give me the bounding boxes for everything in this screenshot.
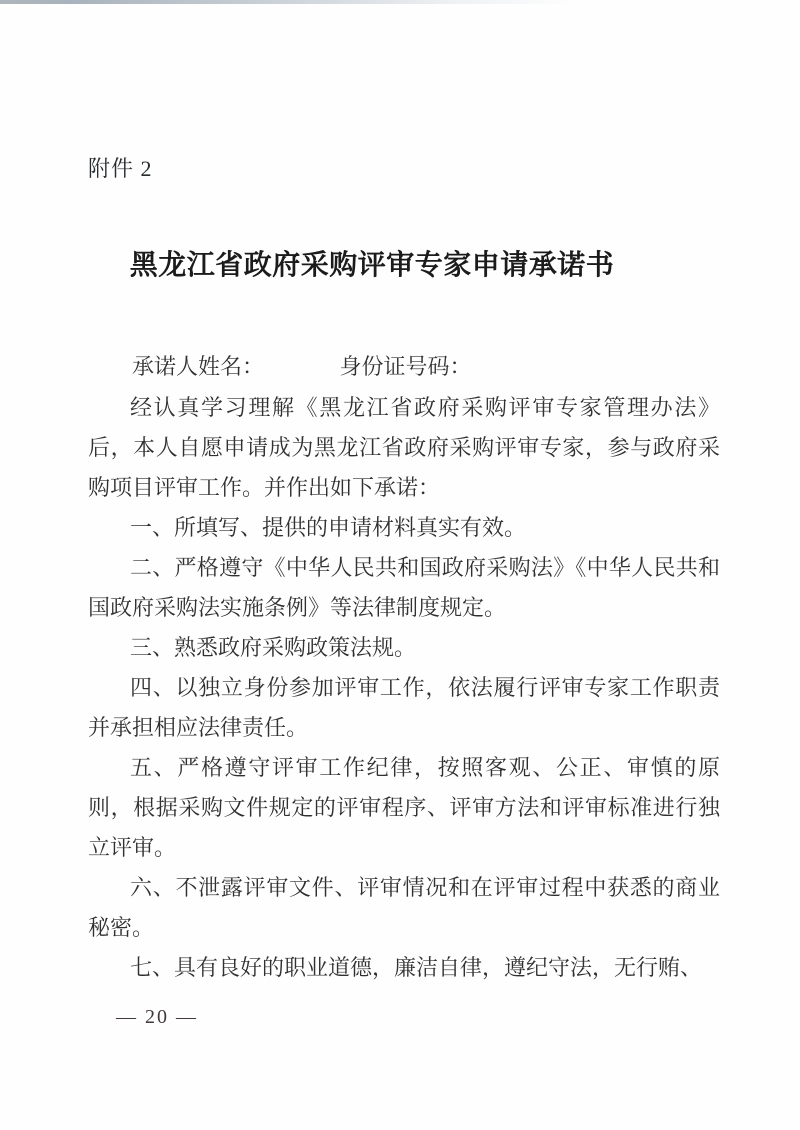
commitment-item-1: 一、所填写、提供的申请材料真实有效。 bbox=[130, 515, 527, 540]
document-body bbox=[88, 388, 720, 988]
promisor-name-label: 承诺人姓名： bbox=[132, 354, 265, 379]
id-number-label: 身份证号码： bbox=[339, 354, 472, 379]
commitment-item-4: 四、以独立身份参加评审工作，依法履行评审专家工作职责并承担相应法律责任。 bbox=[88, 675, 720, 740]
attachment-label: 附件 2 bbox=[88, 156, 153, 181]
page-number: — 20 — bbox=[116, 1006, 198, 1028]
commitment-item-5: 五、严格遵守评审工作纪律，按照客观、公正、审慎的原则，根据采购文件规定的评审程序、评审方法和评审标准进行独立评审。 bbox=[88, 755, 720, 860]
commitment-item-6: 六、不泄露评审文件、评审情况和在评审过程中获悉的商业秘密。 bbox=[88, 875, 720, 940]
scan-artifact-strip bbox=[0, 0, 578, 4]
document-title: 黑龙江省政府采购评审专家申请承诺书 bbox=[129, 250, 615, 281]
commitment-item-3: 三、熟悉政府采购政策法规。 bbox=[130, 635, 417, 660]
commitment-item-7: 七、具有良好的职业道德，廉洁自律，遵纪守法，无行贿、 bbox=[130, 955, 703, 980]
name-id-line bbox=[132, 350, 472, 381]
intro-paragraph: 经认真学习理解《黑龙江省政府采购评审专家管理办法》后，本人自愿申请成为黑龙江省政府采购评审专家，参与政府采购项目评审工作。并作出如下承诺： bbox=[88, 395, 720, 500]
commitment-item-2: 二、严格遵守《中华人民共和国政府采购法》《中华人民共和国政府采购法实施条例》等法律制度规定。 bbox=[88, 555, 720, 620]
